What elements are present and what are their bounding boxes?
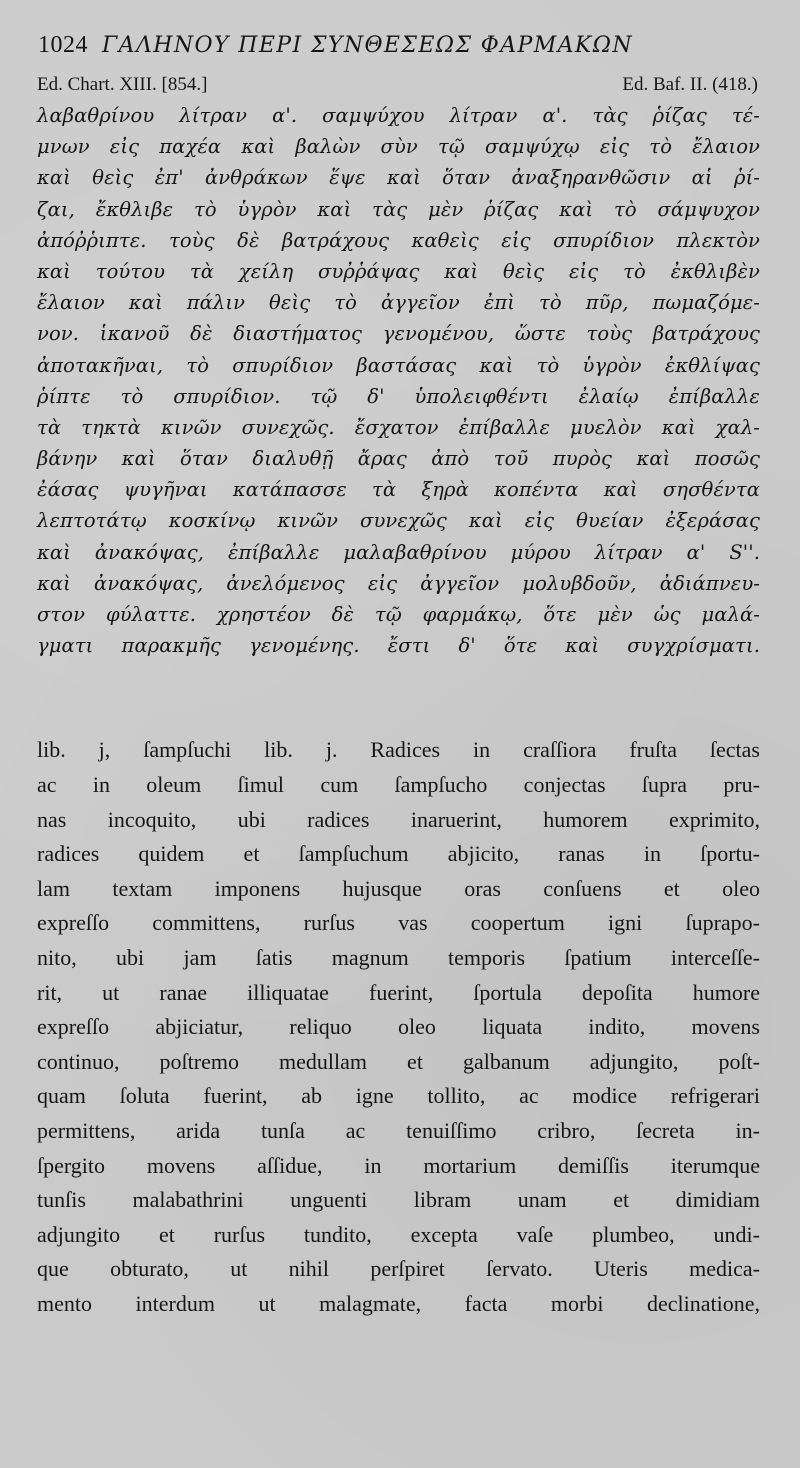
running-title: ΓΑΛΗΝΟΥ ΠΕΡΙ ΣΥΝΘΕΣΕΩΣ ΦΑΡΜΑΚΩΝ bbox=[102, 33, 634, 58]
latin-line: lam textam imponens hujusque oras conſuens et oleo bbox=[37, 875, 760, 901]
greek-line: καὶ τούτου τὰ χείλη συῤῥάψας καὶ θεὶς εἰς τὸ ἐκθλιβὲν bbox=[37, 259, 760, 283]
latin-line: que obturato, ut nihil perſpiret ſervato. Uteris medica- bbox=[37, 1256, 760, 1282]
greek-line: λαβαθρίνου λίτραν α'. σαμψύχου λίτραν α'. τὰς ῥίζας τέ- bbox=[37, 104, 760, 127]
greek-line: ῥίπτε τὸ σπυρίδιον. τῷ δ' ὑπολειφθέντι ἐλαίῳ ἐπίβαλλε bbox=[37, 384, 760, 408]
greek-line: βάνην καὶ ὅταν διαλυθῇ ἄρας ἀπὸ τοῦ πυρὸς καὶ ποσῶς bbox=[37, 447, 760, 471]
latin-line: ac in oleum ſimul cum ſampſucho conjectas ſupra pru- bbox=[37, 771, 760, 797]
greek-line: καὶ θεὶς ἐπ' ἀνθράκων ἕψε καὶ ὅταν ἀναξηρανθῶσιν αἱ ῥί- bbox=[37, 166, 760, 190]
latin-line: radices quidem et ſampſuchum abjicito, ranas in ſportu- bbox=[37, 841, 760, 867]
latin-text-block bbox=[37, 733, 760, 1321]
latin-line: expreſſo abjiciatur, reliquo oleo liquata indito, movens bbox=[37, 1014, 760, 1040]
greek-line: γματι παρακμῆς γενομένης. ἔστι δ' ὅτε καὶ συγχρίσματι. bbox=[37, 634, 760, 658]
greek-line: καὶ ἀνακόψας, ἀνελόμενος εἰς ἀγγεῖον μολυβδοῦν, ἀδιάπνευ- bbox=[37, 571, 760, 595]
latin-line: expreſſo committens, rurſus vas coopertum igni ſuprapo- bbox=[37, 910, 760, 936]
edition-reference-line bbox=[37, 72, 760, 98]
edition-left: Ed. Chart. XIII. [854.] bbox=[37, 74, 208, 95]
latin-line: adjungito et rurſus tundito, excepta vaſe plumbeo, undi- bbox=[37, 1221, 760, 1247]
latin-line: permittens, arida tunſa ac tenuiſſimo cribro, ſecreta in- bbox=[37, 1117, 760, 1143]
greek-line: τὰ τηκτὰ κινῶν συνεχῶς. ἔσχατον ἐπίβαλλε μυελὸν καὶ χαλ- bbox=[37, 415, 760, 439]
edition-right: Ed. Baf. II. (418.) bbox=[622, 74, 758, 95]
greek-line: ἀποτακῆναι, τὸ σπυρίδιον βαστάσας καὶ τὸ ὑγρὸν ἐκθλίψας bbox=[37, 353, 760, 377]
latin-line: continuo, poſtremo medullam et galbanum adjungito, poſt- bbox=[37, 1048, 760, 1074]
latin-line: ſpergito movens aſſidue, in mortarium demiſſis iterumque bbox=[37, 1152, 760, 1178]
latin-line: mento interdum ut malagmate, facta morbi declinatione, bbox=[37, 1290, 760, 1316]
greek-line: καὶ ἀνακόψας, ἐπίβαλλε μαλαβαθρίνου μύρου λίτραν α' S''. bbox=[37, 540, 760, 564]
greek-text-block bbox=[37, 100, 760, 661]
greek-line: μνων εἰς παχέα καὶ βαλὼν σὺν τῷ σαμψύχῳ εἰς τὸ ἔλαιον bbox=[37, 135, 760, 159]
latin-line: lib. j, ſampſuchi lib. j. Radices in craſſiora fruſta ſectas bbox=[37, 737, 760, 763]
page-number: 1024 bbox=[38, 32, 88, 58]
greek-line: ἔλαιον καὶ πάλιν θεὶς τὸ ἀγγεῖον ἐπὶ τὸ πῦρ, πωμαζόμε- bbox=[37, 291, 760, 315]
greek-line: ἀπόῤῥιπτε. τοὺς δὲ βατράχους καθεὶς εἰς σπυρίδιον πλεκτὸν bbox=[37, 228, 760, 252]
greek-line: ζαι, ἔκθλιβε τὸ ὑγρὸν καὶ τὰς μὲν ῥίζας καὶ τὸ σάμψυχον bbox=[37, 197, 760, 221]
latin-line: tunſis malabathrini unguenti libram unam et dimidiam bbox=[37, 1187, 760, 1213]
greek-line: στον φύλαττε. χρηστέον δὲ τῷ φαρμάκῳ, ὅτε μὲν ὡς μαλά- bbox=[37, 603, 760, 626]
latin-line: rit, ut ranae illiquatae fuerint, ſportula depoſita humore bbox=[37, 979, 760, 1005]
latin-line: nito, ubi jam ſatis magnum temporis ſpatium interceſſe- bbox=[37, 944, 760, 970]
latin-line: nas incoquito, ubi radices inaruerint, humorem exprimito, bbox=[37, 806, 760, 832]
running-head bbox=[38, 32, 760, 68]
section-gap bbox=[37, 661, 760, 733]
greek-line: νον. ἱκανοῦ δὲ διαστήματος γενομένου, ὥστε τοὺς βατράχους bbox=[37, 322, 760, 346]
greek-line: λεπτοτάτῳ κοσκίνῳ κινῶν συνεχῶς καὶ εἰς θυείαν ἐξεράσας bbox=[37, 509, 760, 533]
greek-line: ἐάσας ψυγῆναι κατάπασσε τὰ ξηρὰ κοπέντα καὶ σησθέντα bbox=[37, 478, 760, 502]
latin-line: quam ſoluta fuerint, ab igne tollito, ac modice refrigerari bbox=[37, 1083, 760, 1109]
